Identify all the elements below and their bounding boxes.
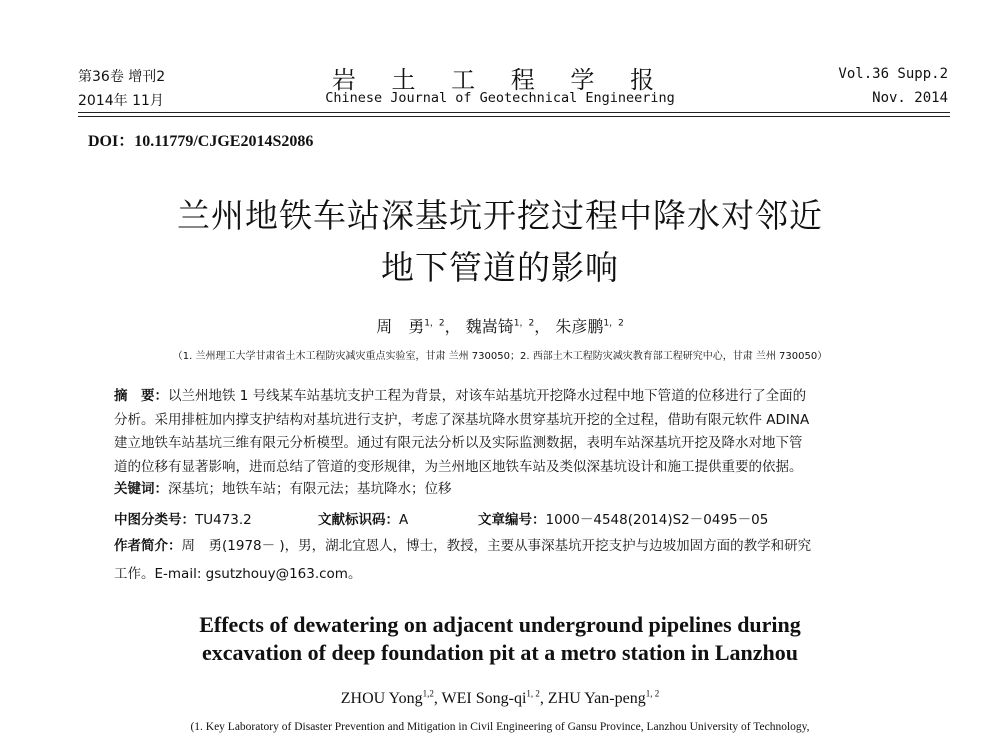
abstract-line-1: 以兰州地铁 1 号线某车站基坑支护工程为背景，对该车站基坑开挖降水过程中地下管道的位移进行了全面的 xyxy=(168,388,807,404)
journal-title-cn: 岩 土 工 程 学 报 xyxy=(331,66,669,94)
keywords: 深基坑；地铁车站；有限元法；基坑降水；位移 xyxy=(168,481,452,497)
classification-line xyxy=(114,508,252,528)
abstract-line-3: 建立地铁车站基坑三维有限元分析模型。通过有限元法分析以及实际监测数据，表明车站深基坑开挖及降水对地下管 xyxy=(114,435,803,451)
authors-en xyxy=(0,690,1000,708)
clc-value: TU473.2 xyxy=(195,512,252,528)
author-sep: ， xyxy=(534,317,551,336)
article-value: 1000－4548(2014)S2－0495－05 xyxy=(545,512,769,528)
author-en-3: ZHU Yan-peng xyxy=(547,690,646,707)
author-en-2-aff: 1, 2 xyxy=(526,688,540,699)
author-cn-3: 朱彦鹏 xyxy=(555,317,604,336)
publication-date: 2014年 11月 xyxy=(78,93,164,109)
affiliation-cn: （1. 兰州理工大学甘肃省土木工程防灾减灾重点实验室，甘肃 兰州 730050；2. 西部土木工程防灾减灾教育部工程研究中心，甘肃 兰州 730050） xyxy=(172,351,828,362)
volume-supp: Vol.36 Supp.2 xyxy=(838,66,948,82)
header-rule-bottom xyxy=(78,116,950,117)
author-sep: , xyxy=(539,690,548,707)
author-bio-line1 xyxy=(114,534,811,554)
doc-value: A xyxy=(399,512,409,528)
title-cn-line1: 兰州地铁车站深基坑开挖过程中降水对邻近 xyxy=(177,196,823,235)
author-cn-1: 周 勇 xyxy=(376,317,425,336)
abstract-line-2: 分析。采用排桩加内撑支护结构对基坑进行支护，考虑了深基坑降水贯穿基坑开挖的全过程，借助有限元软件 ADINA xyxy=(114,411,810,428)
author-sep: , xyxy=(433,690,442,707)
doc-label: 文献标识码： xyxy=(318,512,399,528)
author-en-1: ZHOU Yong xyxy=(340,690,423,707)
header-rule-top xyxy=(78,112,950,113)
author-bio-text: 周 勇(1978－ )，男，湖北宜恩人，博士，教授，主要从事深基坑开挖支护与边坡加固方面的教学和研究 xyxy=(181,538,812,554)
journal-title-en: Chinese Journal of Geotechnical Engineering xyxy=(325,90,675,106)
abstract-line-4: 道的位移有显著影响，进而总结了管道的变形规律，为兰州地区地铁车站及类似深基坑设计和施工提供重要的依据。 xyxy=(114,458,803,475)
issue-month: Nov. 2014 xyxy=(872,90,948,106)
affiliation-en: (1. Key Laboratory of Disaster Prevention and Mitigation in Civil Engineering of Gansu Province, Lanzhou University of Technology, xyxy=(190,721,810,733)
author-cn-2: 魏嵩锜 xyxy=(465,317,514,336)
title-cn-line2: 地下管道的影响 xyxy=(381,248,619,287)
title-en-line2: excavation of deep foundation pit at a metro station in Lanzhou xyxy=(201,640,799,665)
doi: DOI：10.11779/CJGE2014S2086 xyxy=(88,133,314,150)
author-sep: ， xyxy=(444,317,461,336)
volume-issue: 第36卷 增刊2 xyxy=(78,69,166,85)
author-bio-line2: 工作。E-mail: gsutzhouy@163.com。 xyxy=(114,566,362,582)
authors-cn xyxy=(0,314,1000,337)
doc-code xyxy=(318,508,408,528)
article-number xyxy=(478,508,768,528)
clc-label: 中图分类号： xyxy=(114,512,195,528)
author-cn-3-aff: 1，2 xyxy=(603,318,624,329)
author-en-1-aff: 1,2 xyxy=(422,688,434,699)
author-en-2: WEI Song-qi xyxy=(441,690,527,707)
title-en-line1: Effects of dewatering on adjacent underground pipelines during xyxy=(199,612,801,637)
keywords-label: 关键词： xyxy=(114,481,168,497)
author-cn-2-aff: 1，2 xyxy=(513,318,535,329)
article-label: 文章编号： xyxy=(478,512,546,528)
abstract xyxy=(114,385,914,499)
author-en-3-aff: 1, 2 xyxy=(645,688,660,699)
author-cn-1-aff: 1，2 xyxy=(424,318,445,329)
author-bio-label: 作者简介： xyxy=(114,538,182,554)
abstract-label: 摘 要： xyxy=(114,388,168,404)
